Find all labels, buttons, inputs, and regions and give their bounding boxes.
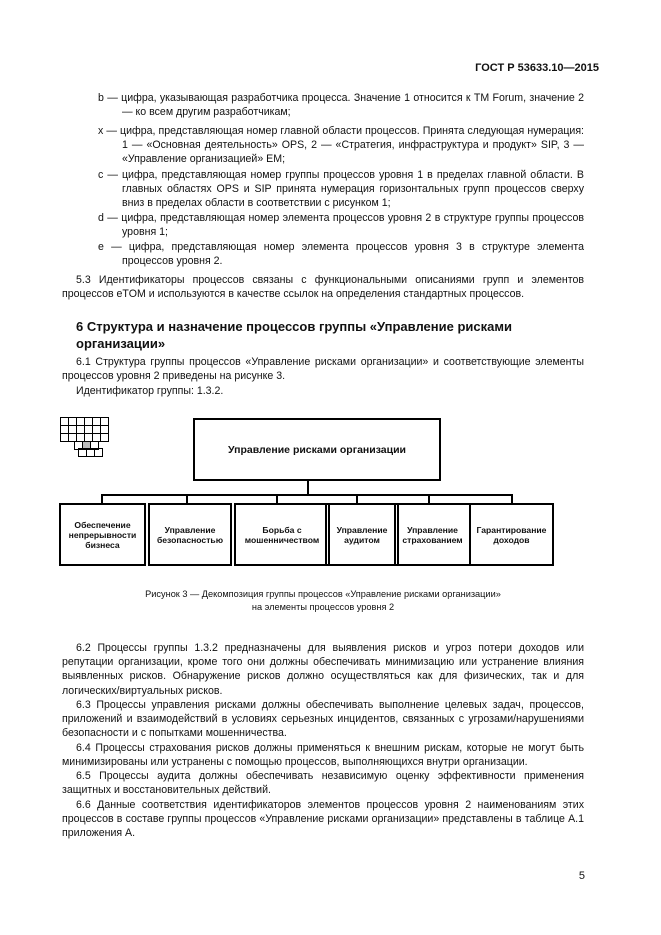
- item-text: цифра, представляющая номер группы процессов уровня 1 в пределах главной области. В главных областях OPS и SIP принята нумерация горизонтальных групп процессов сверху вниз в пределах области в соответствии с рисунком 1;: [121, 169, 584, 210]
- diagram-root-box: Управление рисками организации: [193, 418, 441, 481]
- caption-line: Рисунок 3 — Декомпозиция группы процессов «Управление рисками организации»: [145, 589, 501, 599]
- paragraph-6-3: 6.3 Процессы управления рисками должны обеспечивать выполнение целевых задач, процессов, приложений и взаимодействий в условиях серьезных инцидентов, связанных с угрозами/нарушениями безопасности и с попытками мошенничества.: [62, 699, 584, 740]
- diagram-child-box: Борьба с мошенничеством: [234, 503, 330, 566]
- diagram-child-box: Обеспечение непрерывности бизнеса: [59, 503, 146, 566]
- paragraph-6-1: 6.1 Структура группы процессов «Управление рисками организации» и соответствующие элементы процессов уровня 2 приведены на рисунке 3.: [62, 356, 584, 383]
- item-key: b —: [98, 92, 118, 104]
- diagram-child-box: Управление безопасностью: [148, 503, 232, 566]
- paragraph-6-2: 6.2 Процессы группы 1.3.2 предназначены для выявления рисков и угроз потери доходов или репутации организации, кроме того они должны обеспечивать минимизацию или устранение влияния выявленных рисков. Обнаружение рисков должно осуществляться как для физических, так и для логических/виртуальных рисков.: [62, 642, 584, 697]
- group-identifier: Идентификатор группы: 1.3.2.: [76, 385, 224, 397]
- item-key: e —: [98, 241, 122, 253]
- diagram-child-box: Гарантирование доходов: [469, 503, 554, 566]
- caption-line: на элементы процессов уровня 2: [251, 602, 395, 612]
- item-text: цифра, представляющая номер главной области процессов. Принята следующая нумерация: 1 — «Основная деятельность» OPS, 2 — «Стратегия, инфраструктура и продукт» SIP, 3 — «Управление организацией» EM;: [120, 125, 584, 166]
- item-text: цифра, представляющая номер элемента процессов уровня 3 в структуре элемента процессов уровня 2.: [122, 241, 584, 268]
- etom-grid-icon-bottom: [79, 449, 103, 457]
- section-heading: 6 Структура и назначение процессов группы «Управление рисками организации»: [76, 319, 512, 351]
- paragraph-6-4: 6.4 Процессы страхования рисков должны применяться к внешним рискам, которые не могут быть минимизированы или устранены с помощью процессов, выполняющихся внутри организации.: [62, 742, 584, 769]
- document-header: ГОСТ Р 53633.10—2015: [475, 62, 599, 74]
- item-text: цифра, указывающая разработчика процесса. Значение 1 относится к TM Forum, значение 2 — ко всем другим разработчикам;: [121, 92, 584, 119]
- list-item: [62, 168, 584, 211]
- list-item: [62, 91, 584, 119]
- figure-caption: [62, 588, 584, 614]
- connector-line: [101, 494, 513, 496]
- page-number: 5: [578, 870, 585, 882]
- paragraph-5-3: 5.3 Идентификаторы процессов связаны с функциональными описаниями групп и элементов процессов eTOM и используются в качестве ссылок на определения стандартных процессов.: [62, 274, 584, 301]
- etom-grid-icon: [61, 418, 109, 442]
- diagram-child-box: Управление страхованием: [394, 503, 471, 566]
- list-item: [62, 124, 584, 167]
- paragraph-6-6: 6.6 Данные соответствия идентификаторов элементов процессов уровня 2 наименованиям этих процессов в составе группы процессов «Управление рисками организации» представлены в таблице А.1 приложения А.: [62, 799, 584, 840]
- item-key: x —: [98, 125, 117, 137]
- diagram-child-box: Управление аудитом: [325, 503, 399, 566]
- paragraph-6-5: 6.5 Процессы аудита должны обеспечивать независимую оценку эффективности применения защитных и восстановительных действий.: [62, 770, 584, 797]
- item-key: c —: [98, 169, 118, 181]
- list-item: [62, 240, 584, 268]
- list-item: [62, 211, 584, 239]
- item-key: d —: [98, 212, 118, 224]
- item-text: цифра, представляющая номер элемента процессов уровня 2 в структуре группы процессов уровня 1;: [121, 212, 584, 239]
